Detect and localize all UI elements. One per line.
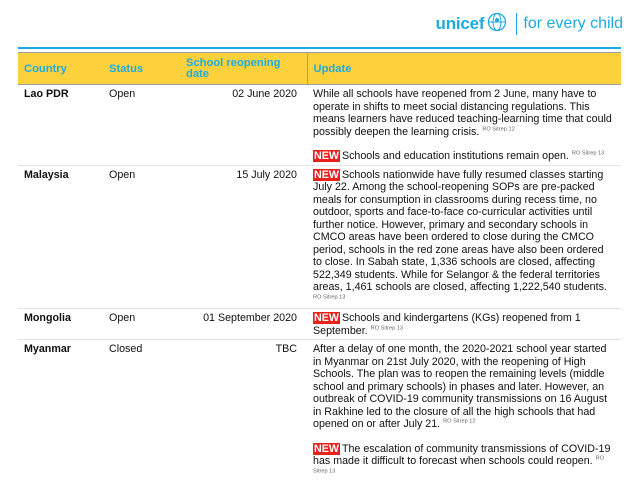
update-paragraph	[313, 312, 613, 337]
reopening-date-cell: 02 June 2020	[180, 85, 307, 166]
update-text: While all schools have reopened from 2 June, many have to operate in shifts to meet social distancing regulations. This means learners have reduced teaching-learning time that could possibly deepen the learning crisis.	[313, 88, 612, 138]
status-cell: Open	[103, 309, 180, 340]
brand-divider	[516, 13, 517, 35]
new-badge: NEW	[313, 312, 340, 324]
table-row	[18, 165, 621, 309]
update-paragraph	[313, 88, 613, 138]
update-paragraph	[313, 443, 613, 481]
unicef-logo	[436, 10, 623, 38]
paragraph-gap	[313, 431, 613, 443]
source-citation: RO Sitrep 13	[572, 150, 604, 156]
table-header-row	[18, 53, 621, 85]
column-header-status: Status	[103, 53, 180, 85]
source-citation: RO Sitrep 13	[313, 455, 604, 474]
update-cell	[307, 309, 621, 340]
column-header-update: Update	[307, 53, 621, 85]
update-text: Schools and kindergartens (KGs) reopened from 1 September.	[313, 312, 581, 337]
column-header-reopening-date: School reopening date	[180, 53, 307, 85]
table-row	[18, 309, 621, 340]
source-citation: RO Sitrep 12	[443, 418, 475, 424]
reopening-date-cell: TBC	[180, 340, 307, 482]
source-citation: RO Sitrep 13	[313, 294, 345, 300]
brand-tagline: for every child	[523, 15, 623, 33]
status-cell: Open	[103, 165, 180, 309]
update-text: After a delay of one month, the 2020-2021 school year started in Myanmar on 21st July 2020, with the reopening of High Schools. The plan was to reopen the remaining levels (middle school and primary schools) in phases and later. However, an outbreak of COVID-19 community transmissions on 16 August in Rakhine led to the closure of all the high schools that had opened on or after July 21.	[313, 343, 607, 430]
table-body	[18, 85, 621, 482]
update-text: Schools nationwide have fully resumed classes starting July 22. Among the school-reopening SOPs are pre-packed meals for consumption in classrooms during recess time, no outdoor, sports and face-to-face co-curricular activities until further notice. However, primary and secondary schools in CMCO areas have been ordered to close during the CMCO period, schools in the red zone areas have also been ordered to close. In Sabah state, 1,336 schools are closed, affecting 522,349 students. While for Selangor & the federal territories areas, 1,461 schools are closed, affecting 1,222,540 students.	[313, 169, 607, 294]
update-paragraph	[313, 169, 613, 307]
update-paragraph	[313, 150, 613, 163]
new-badge: NEW	[313, 169, 340, 181]
country-cell: Myanmar	[18, 340, 103, 482]
table-row	[18, 340, 621, 482]
new-badge: NEW	[313, 443, 340, 455]
update-cell	[307, 85, 621, 166]
column-header-country: Country	[18, 53, 103, 85]
source-citation: RO Sitrep 12	[482, 126, 514, 132]
paragraph-gap	[313, 138, 613, 150]
header-rule	[18, 47, 621, 49]
status-cell: Closed	[103, 340, 180, 482]
source-citation: RO Sitrep 13	[371, 325, 403, 331]
school-reopening-table	[18, 52, 621, 482]
globe-icon	[487, 12, 507, 37]
update-paragraph	[313, 343, 613, 431]
update-cell	[307, 340, 621, 482]
reopening-date-cell: 01 September 2020	[180, 309, 307, 340]
update-cell	[307, 165, 621, 309]
new-badge: NEW	[313, 150, 340, 162]
country-cell: Malaysia	[18, 165, 103, 309]
update-text: The escalation of community transmissions of COVID-19 has made it difficult to forecast when schools could reopen.	[313, 443, 610, 468]
reopening-date-cell: 15 July 2020	[180, 165, 307, 309]
country-cell: Lao PDR	[18, 85, 103, 166]
status-cell: Open	[103, 85, 180, 166]
country-cell: Mongolia	[18, 309, 103, 340]
update-text: Schools and education institutions remain open.	[342, 150, 569, 162]
brand-name: unicef	[436, 14, 485, 34]
table-row	[18, 85, 621, 166]
